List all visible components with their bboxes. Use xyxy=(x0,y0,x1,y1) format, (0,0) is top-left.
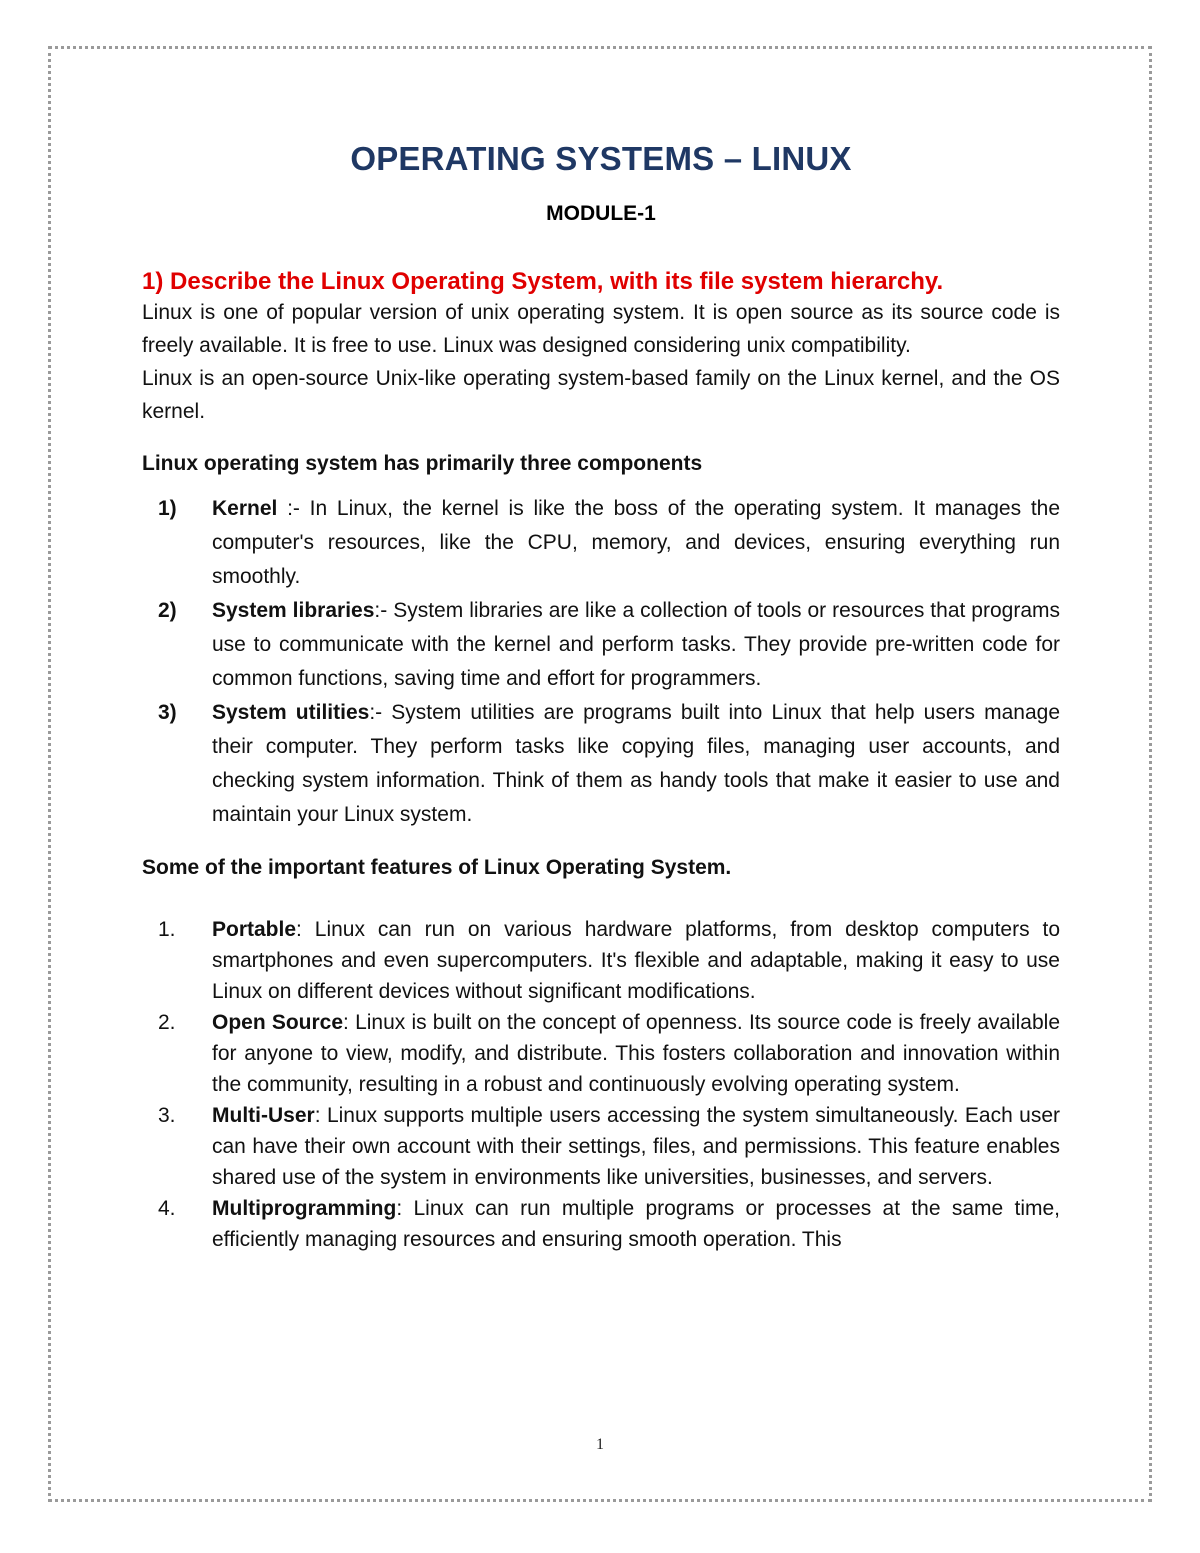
item-term: Portable xyxy=(212,918,297,941)
list-marker: 1) xyxy=(158,497,177,520)
item-separator: : xyxy=(343,1011,356,1034)
components-heading: Linux operating system has primarily three components xyxy=(142,452,703,475)
item-text: Linux supports multiple users accessing the system simultaneously. Each user can have their own account with their settings, files, and permissions. This feature enables shared use of the system in environments like universities, businesses, and servers. xyxy=(212,1104,1061,1189)
item-term: Multiprogramming xyxy=(212,1197,397,1220)
item-separator: :- xyxy=(374,599,394,622)
list-marker: 4. xyxy=(158,1197,176,1220)
list-item-multi-user xyxy=(142,1100,1060,1193)
module-label: MODULE-1 xyxy=(546,202,656,225)
item-separator: : xyxy=(296,918,315,941)
list-marker: 1. xyxy=(158,918,176,941)
item-text: In Linux, the kernel is like the boss of the operating system. It manages the computer's resources, like the CPU, memory, and devices, ensuring everything run smoothly. xyxy=(212,497,1061,588)
item-term: System utilities xyxy=(212,701,370,724)
list-item-multiprogramming xyxy=(142,1193,1060,1255)
intro-paragraph: Linux is one of popular version of unix operating system. It is open source as its source code is freely available. It is free to use. Linux was designed considering unix compatibility. xyxy=(142,301,1060,357)
list-item-open-source xyxy=(142,1007,1060,1100)
item-separator: :- xyxy=(369,701,392,724)
item-text: Linux can run multiple programs or processes at the same time, efficiently managing resources and ensuring smooth operation. This xyxy=(212,1197,1061,1251)
item-term: Kernel xyxy=(212,497,278,520)
item-term: Multi-User xyxy=(212,1104,315,1127)
item-separator: : xyxy=(314,1104,327,1127)
list-marker: 2. xyxy=(158,1011,176,1034)
question-heading: 1) Describe the Linux Operating System, with its file system hierarchy. xyxy=(142,268,944,295)
list-item-system-utilities xyxy=(142,696,1060,832)
document-body xyxy=(142,140,1060,1255)
list-item-portable xyxy=(142,914,1060,1007)
features-list xyxy=(142,914,1060,1255)
document-title: OPERATING SYSTEMS – LINUX xyxy=(350,140,852,177)
item-text: Linux can run on various hardware platforms, from desktop computers to smartphones and even supercomputers. It's flexible and adaptable, making it easy to use Linux on different devices without significant modifications. xyxy=(212,918,1061,1003)
components-list xyxy=(142,492,1060,832)
item-text: System utilities are programs built into Linux that help users manage their computer. They perform tasks like copying files, managing user accounts, and checking system information. Think of them as handy tools that make it easier to use and maintain your Linux system. xyxy=(212,701,1060,826)
list-item-system-libraries xyxy=(142,594,1060,696)
list-marker: 3) xyxy=(158,701,177,724)
features-heading: Some of the important features of Linux Operating System. xyxy=(142,856,732,879)
item-separator: :- xyxy=(277,497,310,520)
list-marker: 2) xyxy=(158,599,177,622)
item-text: System libraries are like a collection of tools or resources that programs use to communicate with the kernel and perform tasks. They provide pre-written code for common functions, saving time and effort for programmers. xyxy=(212,599,1060,690)
definition-paragraph: Linux is an open-source Unix-like operating system-based family on the Linux kernel, and the OS kernel. xyxy=(142,367,1060,423)
item-text: Linux is built on the concept of openness. Its source code is freely available for anyone to view, modify, and distribute. This fosters collaboration and innovation within the community, resulting in a robust and continuously evolving operating system. xyxy=(212,1011,1061,1096)
item-term: System libraries xyxy=(212,599,375,622)
item-term: Open Source xyxy=(212,1011,344,1034)
page-number: 1 xyxy=(596,1436,604,1453)
list-item-kernel xyxy=(142,492,1060,594)
list-marker: 3. xyxy=(158,1104,176,1127)
item-separator: : xyxy=(396,1197,414,1220)
